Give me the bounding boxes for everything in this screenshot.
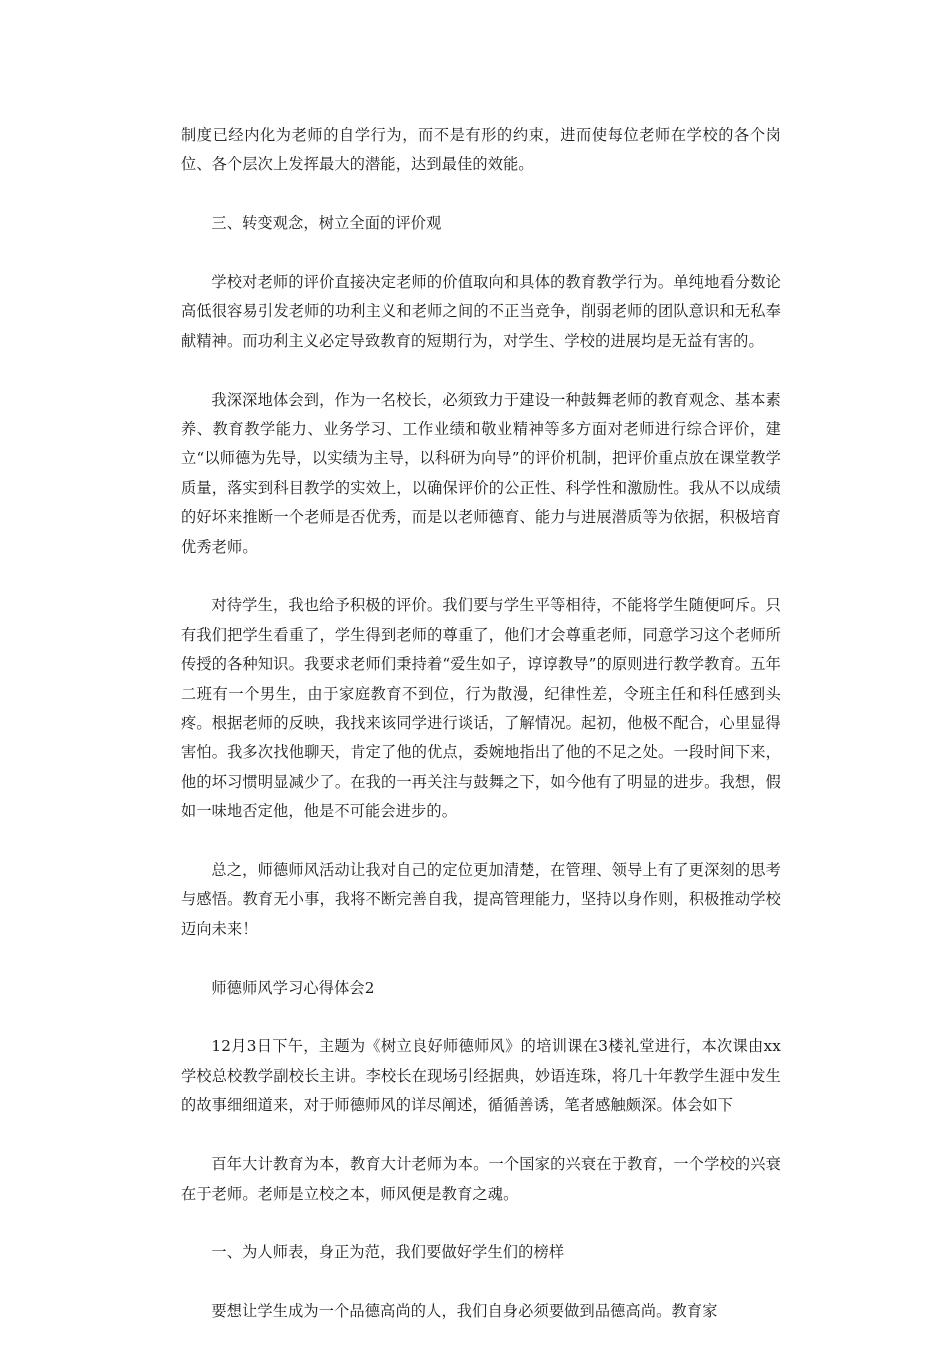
paragraph-continuation: 制度已经内化为老师的自学行为，而不是有形的约束，进而使每位老师在学校的各个岗位、各个层次上发挥最大的潜能，达到最佳的效能。 (181, 126, 781, 174)
section-heading-1: 一、为人师表，身正为范，我们要做好学生们的榜样 (211, 1243, 565, 1262)
paragraph-evaluation: 学校对老师的评价直接决定老师的价值取向和具体的教育教学行为。单纯地看分数论高低很容易引发老师的功利主义和老师之间的不正当竞争，削弱老师的团队意识和无私奉献精神。而功利主义必定导致教育的短期行为，对学生、学校的进展均是无益有害的。 (181, 273, 781, 350)
paragraph-education-root: 百年大计教育为本，教育大计老师为本。一个国家的兴衰在于教育，一个学校的兴衰在于老师。老师是立校之本，师风便是教育之魂。 (181, 1155, 781, 1203)
paragraph-conclusion: 总之，师德师风活动让我对自己的定位更加清楚，在管理、领导上有了更深刻的思考与感悟。教育无小事，我将不断完善自我，提高管理能力，坚持以身作则，积极推动学校迈向未来！ (181, 861, 781, 938)
article-title-2: 师德师风学习心得体会2 (211, 978, 375, 997)
paragraph-students: 对待学生，我也给予积极的评价。我们要与学生平等相待，不能将学生随便呵斥。只有我们把学生看重了，学生得到老师的尊重了，他们才会尊重老师，同意学习这个老师所传授的各种知识。我要求老师们秉持着“爱生如子，谆谆教导”的原则进行教学教育。五年二班有一个男生，由于家庭教育不到位，行为散漫，纪律性差，令班主任和科任感到头疼。根据老师的反映，我找来该同学进行谈话，了解情况。起初，他极不配合，心里显得害怕。我多次找他聊天，肯定了他的优点，委婉地指出了他的不足之处。一段时间下来，他的坏习惯明显减少了。在我的一再关注与鼓舞之下，如今他有了明显的进步。我想，假如一味地否定他，他是不可能会进步的。 (181, 596, 781, 821)
paragraph-principal-reflection: 我深深地体会到，作为一名校长，必须致力于建设一种鼓舞老师的教育观念、基本素养、教育教学能力、业务学习、工作业绩和敬业精神等多方面对老师进行综合评价，建立“以师德为先导，以实绩为主导，以科研为向导”的评价机制，把评价重点放在课堂教学质量，落实到科目教学的实效上，以确保评价的公正性、科学性和激励性。我从不以成绩的好坏来推断一个老师是否优秀，而是以老师德育、能力与进展潜质等为依据，积极培育优秀老师。 (181, 390, 781, 556)
paragraph-training: 12月3日下午，主题为《树立良好师德师风》的培训课在3楼礼堂进行，本次课由xx学校总校教学副校长主讲。李校长在现场引经据典，妙语连珠，将几十年教学生涯中发生的故事细细道来，对于师德师风的详尽阐述，循循善诱，笔者感触颇深。体会如下 (181, 1037, 781, 1115)
paragraph-role-model: 要想让学生成为一个品德高尚的人，我们自身必须要做到品德高尚。教育家 (211, 1302, 718, 1321)
document-body (181, 121, 781, 1356)
section-heading-3: 三、转变观念，树立全面的评价观 (211, 214, 442, 233)
